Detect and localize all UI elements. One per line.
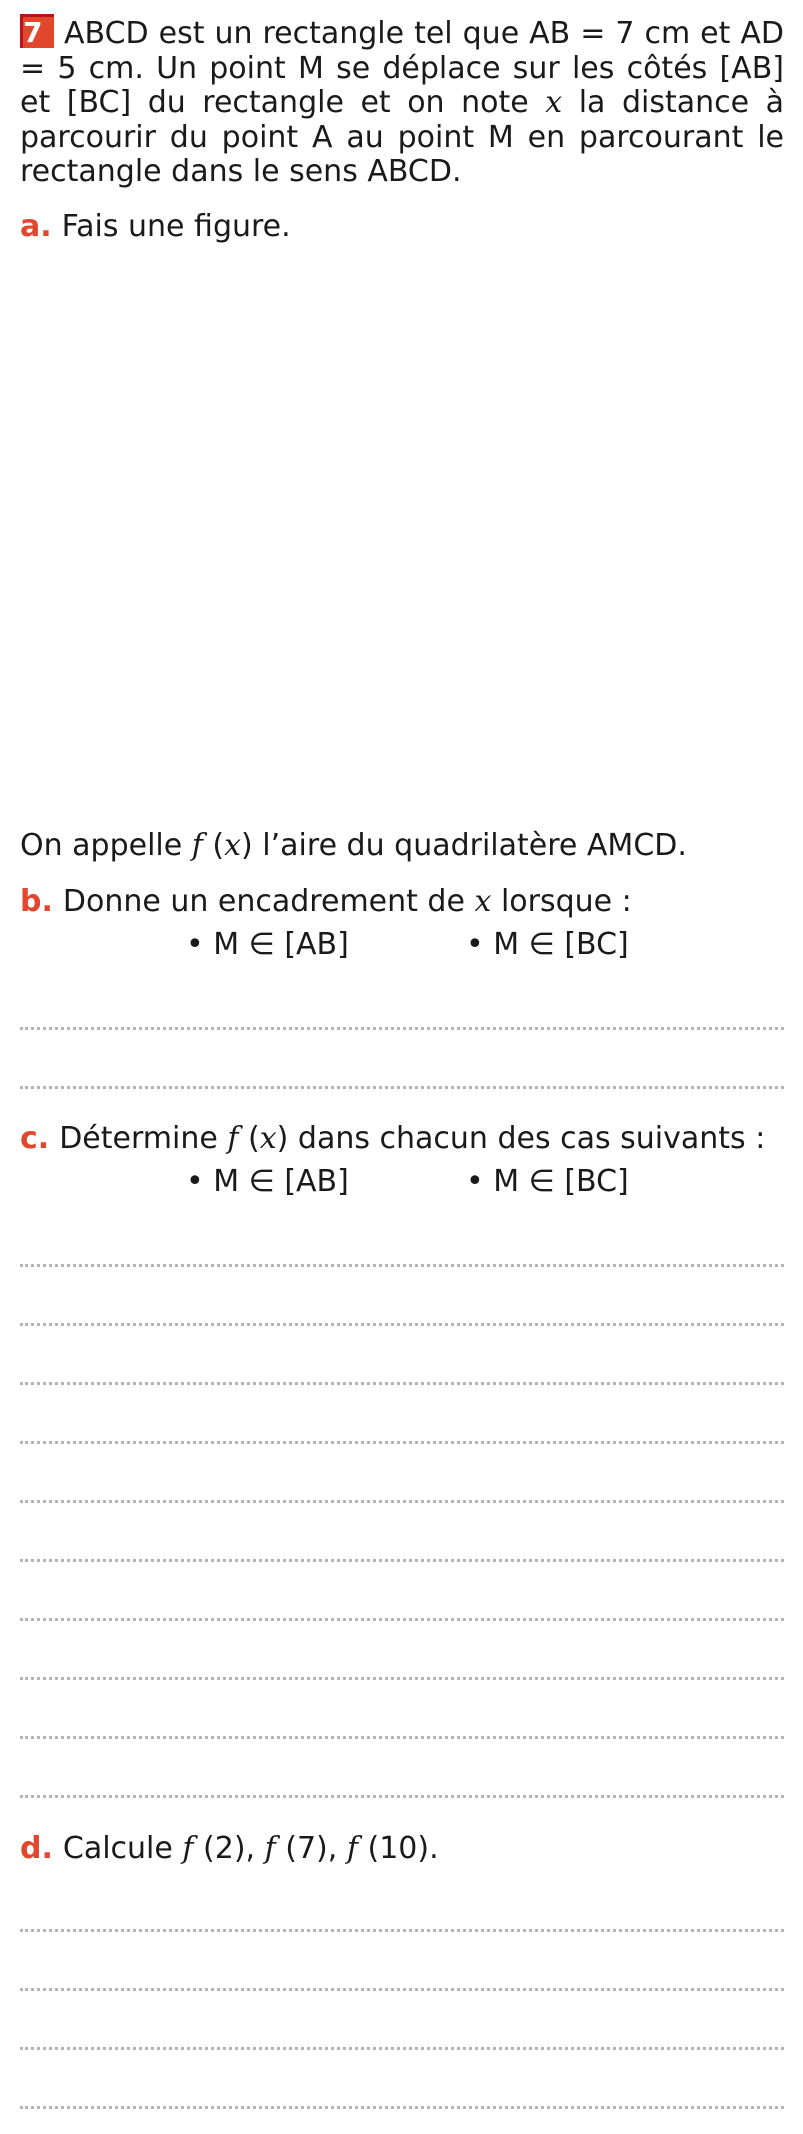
answer-line-d-2[interactable] bbox=[20, 1988, 784, 1991]
question-d-func-f-2: f bbox=[264, 1831, 276, 1866]
question-d-args-2: (7), bbox=[275, 1831, 338, 1866]
question-c-text: Détermine bbox=[59, 1121, 218, 1156]
question-c-var-x: x bbox=[259, 1121, 277, 1156]
statement-text: ABCD est un rectangle tel que AB = 7 cm et AD = 5 cm. Un point M se déplace sur les côtés [AB] et [BC] du rectangle et on note bbox=[20, 16, 784, 120]
answer-line-c-9[interactable] bbox=[20, 1736, 784, 1739]
question-b-case-ab: • M ∈ [AB] bbox=[186, 927, 349, 962]
question-d-args-3: (10). bbox=[357, 1831, 439, 1866]
exercise-sheet bbox=[20, 14, 785, 1866]
question-d-text: Calcule bbox=[62, 1831, 173, 1866]
answer-line-c-7[interactable] bbox=[20, 1618, 784, 1621]
exercise-statement bbox=[20, 14, 784, 190]
answer-line-c-3[interactable] bbox=[20, 1382, 784, 1385]
statement-text-end: la distance à parcourir du point A au point M en parcourant le rectangle dans le sens ABCD. bbox=[20, 85, 785, 189]
question-c bbox=[20, 1121, 765, 1157]
question-b-var-x: x bbox=[474, 884, 492, 919]
exercise-number-badge bbox=[20, 14, 54, 48]
question-b-letter: b. bbox=[20, 884, 53, 919]
question-c-letter: c. bbox=[20, 1121, 50, 1156]
question-c-case-ab: • M ∈ [AB] bbox=[186, 1164, 349, 1199]
question-b bbox=[20, 884, 632, 920]
question-b-text-end: lorsque : bbox=[491, 884, 632, 919]
question-c-func-f: f bbox=[227, 1121, 239, 1156]
answer-line-c-4[interactable] bbox=[20, 1441, 784, 1444]
question-b-text: Donne un encadrement de bbox=[62, 884, 465, 919]
question-c-paren-open: ( bbox=[238, 1121, 260, 1156]
answer-line-c-10[interactable] bbox=[20, 1795, 784, 1798]
answer-line-b-2[interactable] bbox=[20, 1086, 784, 1089]
question-d-letter: d. bbox=[20, 1831, 53, 1866]
answer-line-c-5[interactable] bbox=[20, 1500, 784, 1503]
question-d-func-f-3: f bbox=[346, 1831, 358, 1866]
answer-line-d-1[interactable] bbox=[20, 1929, 784, 1932]
exercise-number: 7 bbox=[23, 17, 54, 48]
question-a-text: Fais une figure. bbox=[61, 209, 291, 244]
question-c-paren-close: ) bbox=[276, 1121, 289, 1156]
question-c-case-bc: • M ∈ [BC] bbox=[466, 1164, 629, 1199]
answer-line-c-6[interactable] bbox=[20, 1559, 784, 1562]
question-c-text-end: dans chacun des cas suivants : bbox=[288, 1121, 766, 1156]
answer-line-c-2[interactable] bbox=[20, 1323, 784, 1326]
answer-line-b-1[interactable] bbox=[20, 1027, 784, 1030]
question-d bbox=[20, 1831, 439, 1867]
answer-line-d-3[interactable] bbox=[20, 2047, 784, 2050]
definition-paren-close: ) bbox=[241, 828, 253, 863]
statement-variable-x: x bbox=[545, 85, 563, 120]
figure-drawing-area[interactable] bbox=[20, 244, 784, 814]
question-a bbox=[20, 209, 291, 245]
answer-line-d-4[interactable] bbox=[20, 2106, 784, 2109]
definition-line bbox=[20, 828, 687, 864]
definition-var-x: x bbox=[224, 828, 242, 863]
question-d-args-1: (2), bbox=[193, 1831, 256, 1866]
definition-paren-open: ( bbox=[202, 828, 225, 863]
question-b-case-bc: • M ∈ [BC] bbox=[466, 927, 629, 962]
definition-func-f: f bbox=[191, 828, 203, 863]
answer-line-c-1[interactable] bbox=[20, 1264, 784, 1267]
answer-line-c-8[interactable] bbox=[20, 1677, 784, 1680]
question-a-letter: a. bbox=[20, 209, 52, 244]
definition-after: l’aire du quadrilatère AMCD. bbox=[252, 828, 687, 863]
definition-before: On appelle bbox=[20, 828, 183, 863]
question-d-func-f-1: f bbox=[182, 1831, 194, 1866]
